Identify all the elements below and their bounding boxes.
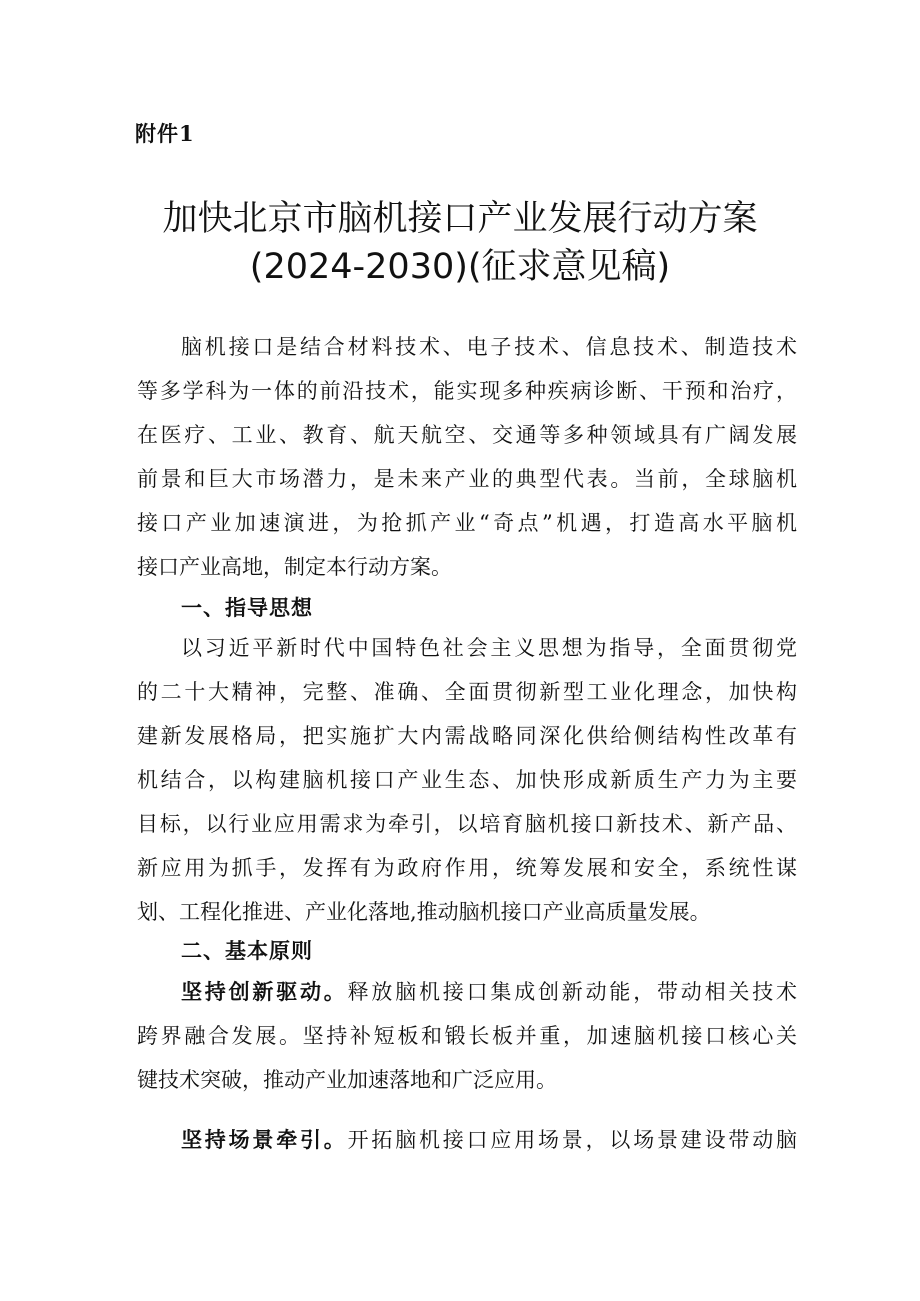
- principle-text: 开拓脑机接口应用场景，以场景建设带动脑: [347, 1128, 798, 1152]
- principle-lead: 坚持创新驱动。: [181, 980, 348, 1004]
- paragraph-line: 跨界融合发展。坚持补短板和锻长板并重，加速脑机接口核心关: [137, 1024, 797, 1048]
- section-heading-guiding-ideology: 一、指导思想: [181, 596, 313, 620]
- paragraph-line: 的二十大精神，完整、准确、全面贯彻新型工业化理念，加快构: [137, 680, 797, 704]
- intro-paragraph: [137, 325, 797, 589]
- intro-line: 等多学科为一体的前沿技术，能实现多种疾病诊断、干预和治疗，: [137, 379, 797, 403]
- paragraph-line: 键技术突破，推动产业加速落地和广泛应用。: [137, 1068, 557, 1092]
- paragraph-line: 目标，以行业应用需求为牵引，以培育脑机接口新技术、新产品、: [137, 812, 797, 836]
- intro-line: 前景和巨大市场潜力，是未来产业的典型代表。当前，全球脑机: [137, 467, 797, 491]
- intro-line: 接口产业加速演进，为抢抓产业“奇点”机遇，打造高水平脑机: [137, 511, 797, 535]
- intro-line: 脑机接口是结合材料技术、电子技术、信息技术、制造技术: [181, 335, 797, 359]
- principle-scenario-paragraph: [137, 1118, 797, 1162]
- paragraph-line: 建新发展格局，把实施扩大内需战略同深化供给侧结构性改革有: [137, 724, 797, 748]
- intro-line: 在医疗、工业、教育、航天航空、交通等多种领域具有广阔发展: [137, 423, 797, 447]
- principle-innovation-paragraph: [137, 970, 797, 1102]
- document-title-line-2: (2024-2030)(征求意见稿): [249, 247, 671, 287]
- guiding-ideology-paragraph: [137, 626, 797, 934]
- principle-text: 释放脑机接口集成创新动能，带动相关技术: [347, 980, 798, 1004]
- paragraph-line: 划、工程化推进、产业化落地,推动脑机接口产业高质量发展。: [137, 900, 711, 924]
- section-heading-basic-principles: 二、基本原则: [181, 939, 313, 963]
- paragraph-line: 以习近平新时代中国特色社会主义思想为指导，全面贯彻党: [181, 636, 797, 660]
- paragraph-line: 机结合，以构建脑机接口产业生态、加快形成新质生产力为主要: [137, 768, 797, 792]
- document-title-line-1: 加快北京市脑机接口产业发展行动方案: [162, 199, 758, 239]
- principle-lead: 坚持场景牵引。: [181, 1128, 348, 1152]
- paragraph-line: [137, 1118, 797, 1162]
- paragraph-line: [137, 970, 797, 1014]
- paragraph-line: 新应用为抓手，发挥有为政府作用，统筹发展和安全，系统性谋: [137, 856, 797, 880]
- attachment-label: 附件1: [135, 121, 195, 146]
- intro-line: 接口产业高地，制定本行动方案。: [137, 555, 452, 579]
